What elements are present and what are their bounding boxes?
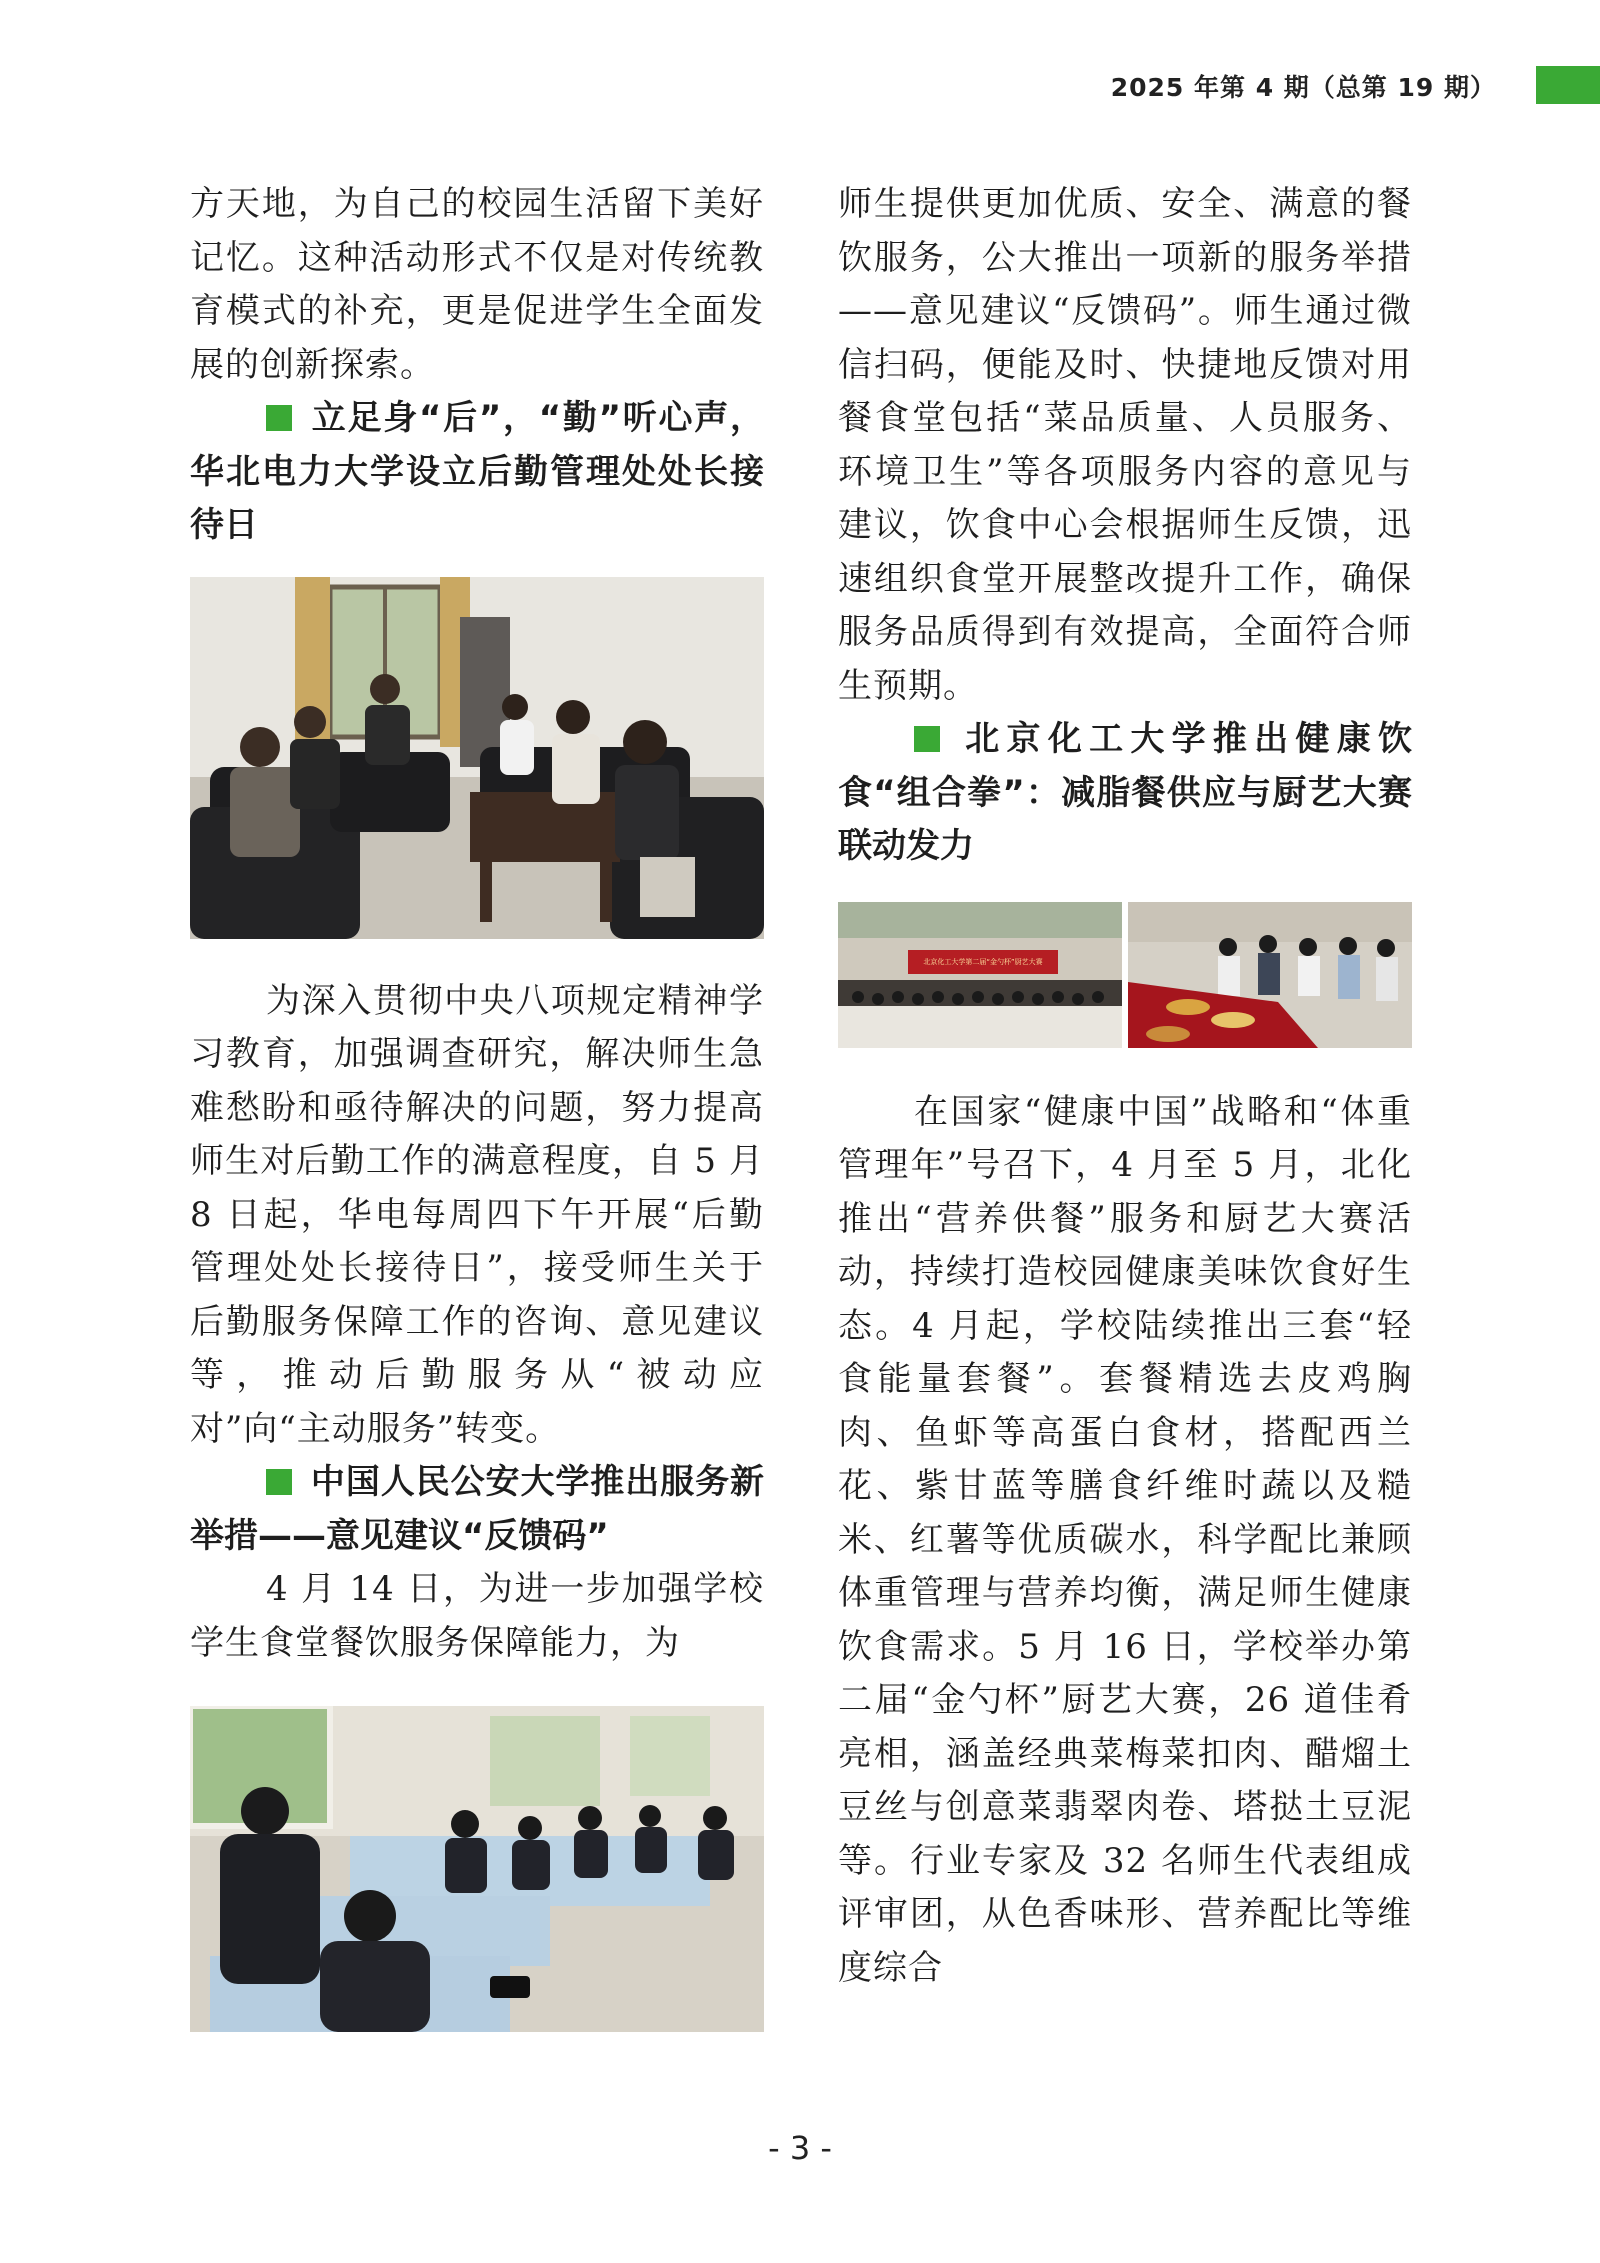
right-paragraph-2: 在国家“健康中国”战略和“体重管理年”号召下，4 月至 5 月，北化推出“营养供餐”服务和厨艺大赛活动，持续打造校园健康美味饮食好生态。4 月起，学校陆续推出三套“轻食能量套餐”。套餐精选去皮鸡胸肉、鱼虾等高蛋白食材，搭配西兰花、紫甘蓝等膳食纤维时蔬以及糙米、红薯等优质碳水，科学配比兼顾体重管理与营养均衡，满足师生健康饮食需求。5 月 16 日，学校举办第二届“金勺杯”厨艺大赛，26 道佳肴亮相，涵盖经典菜梅菜扣肉、醋熘土豆丝与创意菜翡翠肉卷、塔挞土豆泥等。行业专家及 32 名师生代表组成评审团，从色香味形、营养配比等维度综合	[838, 1091, 1412, 1988]
header-accent-bar	[1536, 66, 1600, 104]
right-heading-1-text: 北京化工大学推出健康饮食“组合拳”：减脂餐供应与厨艺大赛联动发力	[838, 719, 1412, 866]
contest-banner-text: 北京化工大学第二届“金勺杯”厨艺大赛	[923, 957, 1043, 966]
green-square-icon	[914, 726, 940, 752]
photo-canteen	[190, 1706, 764, 2032]
right-heading-1	[838, 713, 1412, 874]
left-heading-1-text: 立足身“后”，“勤”听心声，华北电力大学设立后勤管理处处长接待日	[190, 398, 764, 545]
left-heading-2-text: 中国人民公安大学推出服务新举措——意见建议“反馈码”	[190, 1462, 764, 1556]
photo-meeting-room	[190, 577, 764, 939]
right-paragraph-1: 师生提供更加优质、安全、满意的餐饮服务，公大推出一项新的服务举措——意见建议“反馈码”。师生通过微信扫码，便能及时、快捷地反馈对用餐食堂包括“菜品质量、人员服务、环境卫生”等各项服务内容的意见与建议，饮食中心会根据师生反馈，迅速组织食堂开展整改提升工作，确保服务品质得到有效提高，全面符合师生预期。	[838, 184, 1412, 706]
left-paragraph-1: 方天地，为自己的校园生活留下美好记忆。这种活动形式不仅是对传统教育模式的补充，更是促进学生全面发展的创新探索。	[190, 184, 764, 385]
left-heading-2	[190, 1456, 764, 1563]
contest-group-illustration	[838, 902, 1122, 1048]
green-square-icon	[266, 1469, 292, 1495]
buffet-illustration	[1128, 902, 1412, 1048]
photo-contest-group	[838, 902, 1122, 1048]
left-column	[190, 178, 764, 2032]
meeting-room-illustration	[190, 577, 764, 939]
right-column	[838, 178, 1412, 1995]
photo-buffet	[1128, 902, 1412, 1048]
page-number: - 3 -	[768, 2129, 832, 2167]
issue-label: 2025 年第 4 期（总第 19 期）	[1110, 73, 1496, 102]
photo-pair	[838, 902, 1412, 1048]
canteen-illustration	[190, 1706, 764, 2032]
left-paragraph-2: 为深入贯彻中央八项规定精神学习教育，加强调查研究，解决师生急难愁盼和亟待解决的问题，努力提高师生对后勤工作的满意程度，自 5 月 8 日起，华电每周四下午开展“后勤管理处处长接待日”，接受师生关于后勤服务保障工作的咨询、意见建议等，推动后勤服务从“被动应对”向“主动服务”转变。	[190, 980, 764, 1449]
left-heading-1	[190, 392, 764, 553]
left-paragraph-3: 4 月 14 日，为进一步加强学校学生食堂餐饮服务保障能力，为	[190, 1569, 764, 1663]
green-square-icon	[266, 405, 292, 431]
